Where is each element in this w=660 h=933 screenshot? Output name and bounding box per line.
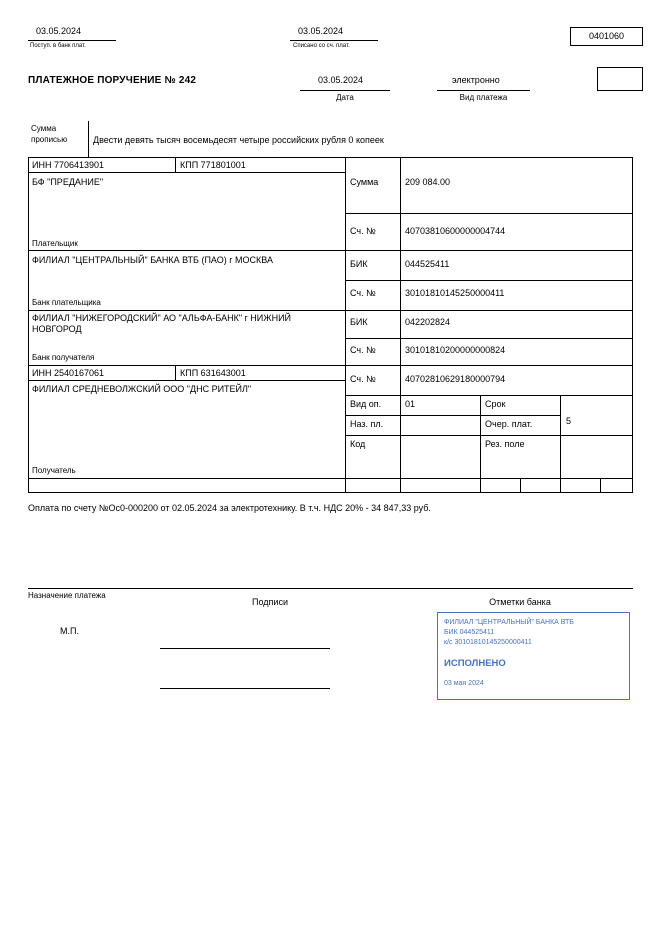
grid-line	[345, 395, 633, 396]
form-code: 0401060	[588, 31, 625, 41]
date-label: Дата	[336, 93, 354, 102]
amount-label: Сумма	[350, 177, 379, 187]
payee-bank-bik: 042202824	[405, 317, 451, 327]
payee-bank-name: ФИЛИАЛ "НИЖЕГОРОДСКИЙ" АО "АЛЬФА-БАНК" г НИЖНИЙ НОВГОРОД	[32, 313, 292, 334]
grid-line	[28, 172, 346, 173]
payer-bank-account: 30101810145250000411	[405, 288, 505, 298]
op-kind-value: 01	[405, 399, 416, 409]
payee-name: ФИЛИАЛ СРЕДНЕВОЛЖСКИЙ ООО "ДНС РИТЕЙЛ"	[32, 384, 252, 394]
payee-inn: ИНН 2540167061	[32, 368, 105, 378]
received-date: 03.05.2024	[36, 26, 82, 36]
empty-status-box	[597, 67, 643, 91]
reserve-field-label: Рез. поле	[485, 439, 525, 449]
grid-line	[28, 40, 116, 41]
grid-line	[160, 648, 330, 649]
payer-account-label: Сч. №	[350, 226, 376, 236]
amount-words-label-2: прописью	[31, 135, 68, 144]
grid-line	[28, 380, 346, 381]
signatures-label: Подписи	[252, 597, 288, 607]
grid-line	[175, 157, 176, 173]
stamp-bank-name: ФИЛИАЛ "ЦЕНТРАЛЬНЫЙ" БАНКА ВТБ	[444, 619, 574, 626]
payment-kind: электронно	[452, 75, 500, 85]
grid-line	[520, 478, 521, 492]
grid-line	[632, 157, 633, 492]
grid-line	[28, 588, 633, 589]
payee-account-label: Сч. №	[350, 374, 376, 384]
purpose-code-label: Наз. пл.	[350, 419, 384, 429]
payee-account: 40702810629180000794	[405, 374, 506, 384]
grid-line	[88, 121, 89, 157]
grid-line	[28, 310, 633, 311]
payment-purpose-label: Назначение платежа	[28, 591, 106, 600]
priority-label: Очер. плат.	[485, 419, 533, 429]
grid-line	[28, 157, 633, 158]
bank-stamp	[437, 612, 630, 700]
stamp-bik: БИК 044525411	[444, 629, 495, 636]
received-date-label: Поступ. в банк плат.	[30, 43, 86, 49]
grid-line	[175, 365, 176, 381]
grid-line	[480, 395, 481, 492]
grid-line	[345, 415, 561, 416]
document-number: 242	[178, 75, 197, 86]
grid-line	[28, 157, 29, 492]
grid-line	[345, 338, 633, 339]
amount-value: 209 084.00	[405, 177, 451, 187]
document-title	[28, 75, 196, 86]
stamp-place-label: М.П.	[60, 626, 79, 636]
code-label: Код	[350, 439, 366, 449]
payee-section-label: Получатель	[32, 466, 76, 475]
grid-line	[28, 250, 633, 251]
priority-value: 5	[566, 416, 572, 426]
grid-line	[28, 478, 633, 479]
op-kind-label: Вид оп.	[350, 399, 382, 409]
payee-bank-account-label: Сч. №	[350, 345, 376, 355]
grid-line	[437, 90, 530, 91]
grid-line	[345, 157, 346, 492]
grid-line	[290, 40, 378, 41]
payer-bank-name: ФИЛИАЛ "ЦЕНТРАЛЬНЫЙ" БАНКА ВТБ (ПАО) г МОСКВА	[32, 255, 273, 265]
payment-purpose-text: Оплата по счету №Ос0-000200 от 02.05.2024 за электротехнику. В т.ч. НДС 20% - 34 847,33 руб.	[28, 503, 431, 513]
stamp-date: 03 мая 2024	[444, 680, 484, 687]
payee-kpp: КПП 631643001	[180, 368, 246, 378]
grid-line	[600, 478, 601, 492]
form-code-box	[570, 27, 643, 46]
payer-bank-account-label: Сч. №	[350, 288, 376, 298]
grid-line	[300, 90, 390, 91]
debited-date-label: Списано со сч. плат.	[293, 43, 350, 49]
payee-bank-bik-label: БИК	[350, 317, 368, 327]
payer-bank-section-label: Банк плательщика	[32, 298, 101, 307]
payer-name: БФ "ПРЕДАНИЕ"	[32, 177, 104, 187]
payer-bank-bik: 044525411	[405, 259, 450, 269]
stamp-status: ИСПОЛНЕНО	[444, 658, 506, 669]
payer-inn: ИНН 7706413901	[32, 160, 105, 170]
grid-line	[560, 395, 561, 492]
payer-account-value: 40703810600000004744	[405, 226, 506, 236]
grid-line	[400, 157, 401, 492]
grid-line	[345, 280, 633, 281]
stamp-corr-account: к/с 30101810145250000411	[444, 639, 532, 646]
grid-line	[345, 213, 633, 214]
grid-line	[160, 688, 330, 689]
debited-date: 03.05.2024	[298, 26, 344, 36]
term-label: Срок	[485, 399, 506, 409]
document-date: 03.05.2024	[318, 75, 364, 85]
document-title-text: ПЛАТЕЖНОЕ ПОРУЧЕНИЕ №	[28, 75, 176, 86]
payer-section-label: Плательщик	[32, 239, 78, 248]
grid-line	[345, 435, 633, 436]
payee-bank-account: 30101810200000000824	[405, 345, 506, 355]
bank-marks-label: Отметки банка	[489, 597, 551, 607]
payer-kpp: КПП 771801001	[180, 160, 246, 170]
payee-bank-section-label: Банк получателя	[32, 353, 95, 362]
amount-words-value: Двести девять тысяч восемьдесят четыре российских рубля 0 копеек	[93, 135, 384, 145]
payer-bank-bik-label: БИК	[350, 259, 368, 269]
grid-line	[28, 492, 633, 493]
amount-words-label-1: Сумма	[31, 124, 57, 133]
grid-line	[28, 365, 633, 366]
payment-kind-label: Вид платежа	[459, 93, 508, 102]
